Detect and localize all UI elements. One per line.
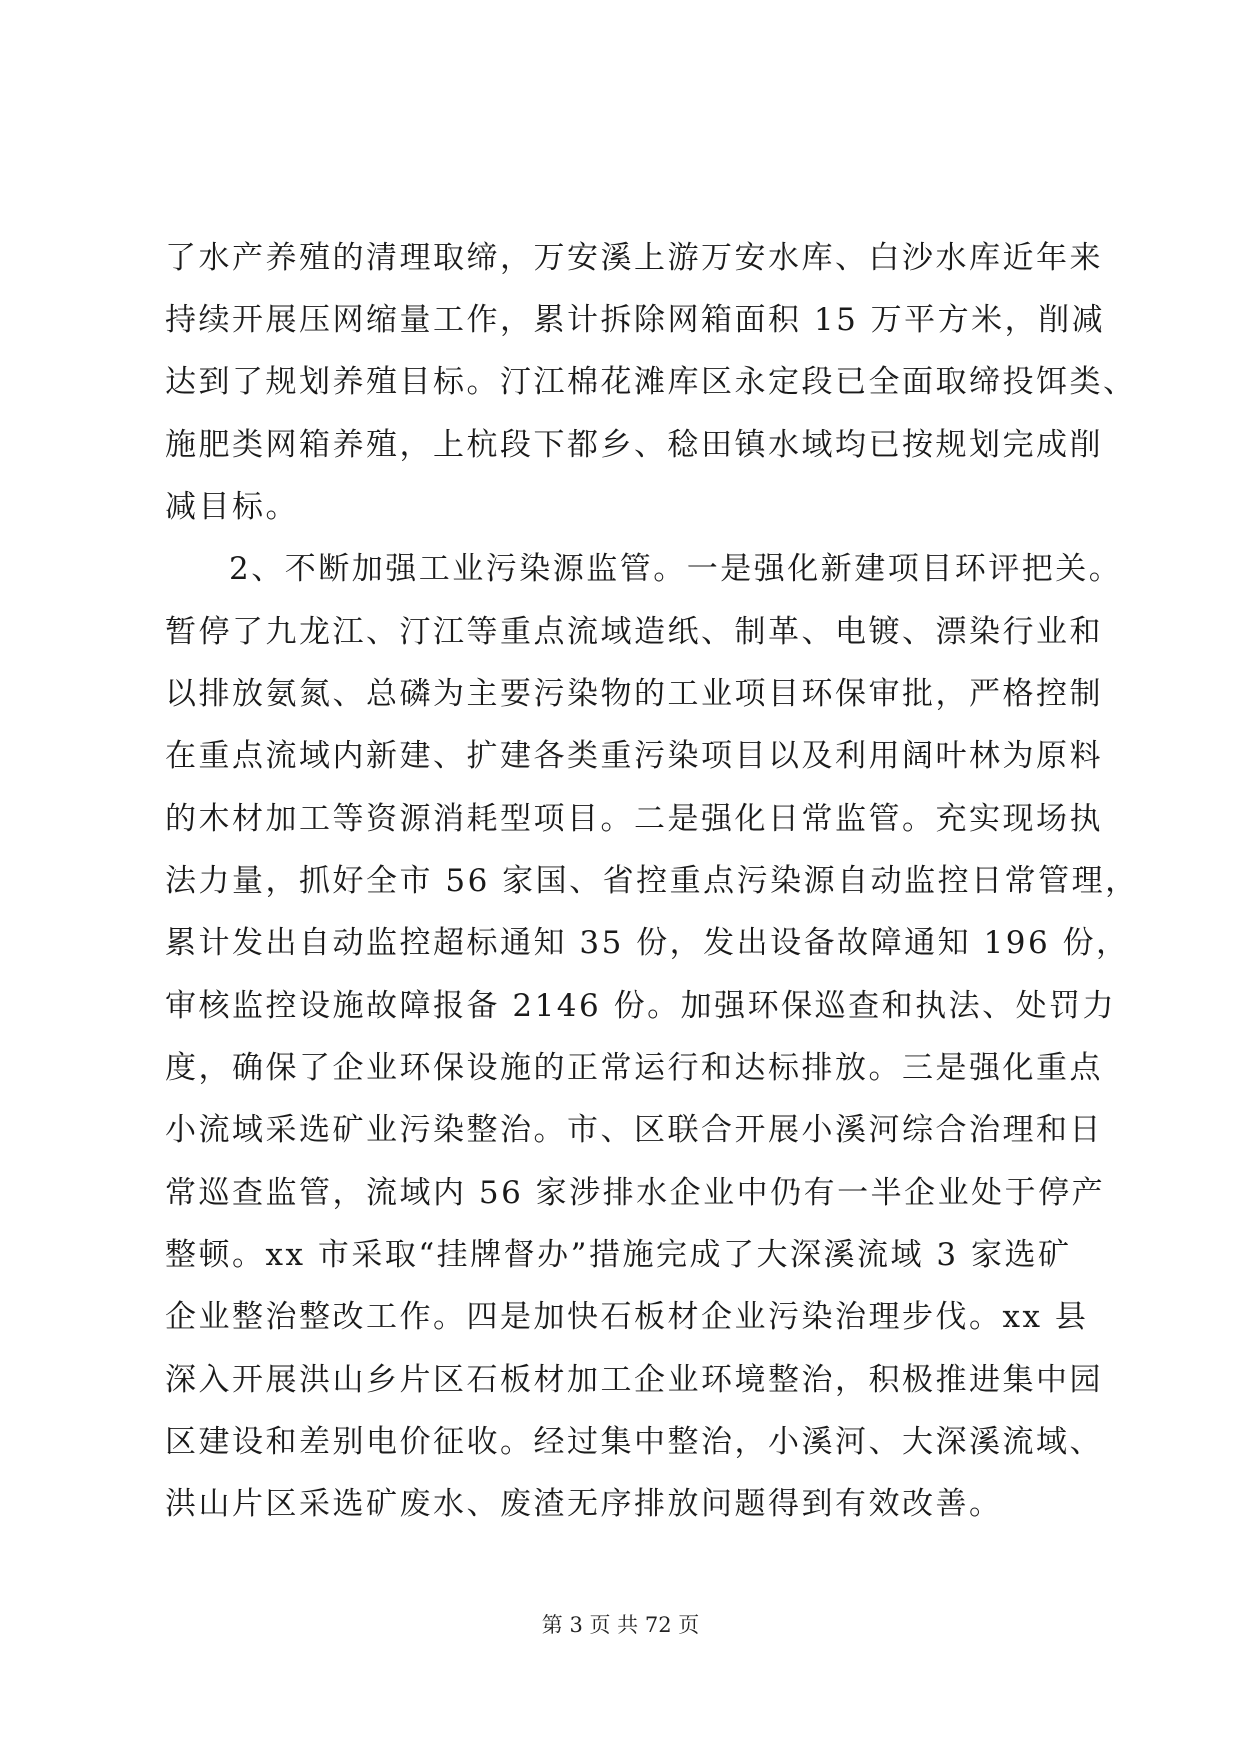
text-line: 度，确保了企业环保设施的正常运行和达标排放。三是强化重点 xyxy=(165,1050,1103,1086)
text-line: 洪山片区采选矿废水、废渣无序排放问题得到有效改善。 xyxy=(165,1486,1003,1522)
text-line: 深入开展洪山乡片区石板材加工企业环境整治，积极推进集中园 xyxy=(165,1362,1103,1398)
text-line: 累计发出自动监控超标通知 35 份，发出设备故障通知 196 份， xyxy=(165,925,1130,961)
text-line: 的木材加工等资源消耗型项目。二是强化日常监管。充实现场执 xyxy=(165,801,1103,837)
text-line: 暂停了九龙江、汀江等重点流域造纸、制革、电镀、漂染行业和 xyxy=(165,614,1103,650)
text-line: 法力量，抓好全市 56 家国、省控重点污染源自动监控日常管理， xyxy=(165,863,1139,899)
text-line: 区建设和差别电价征收。经过集中整治，小溪河、大深溪流域、 xyxy=(165,1424,1103,1460)
text-line: 达到了规划养殖目标。汀江棉花滩库区永定段已全面取缔投饵类、 xyxy=(165,364,1137,400)
text-line: 持续开展压网缩量工作，累计拆除网箱面积 15 万平方米，削减 xyxy=(165,302,1106,338)
paragraph-first-line: 2、不断加强工业污染源监管。一是强化新建项目环评把关。 xyxy=(229,551,1123,587)
text-line: 减目标。 xyxy=(165,489,299,525)
text-line: 施肥类网箱养殖，上杭段下都乡、稔田镇水域均已按规划完成削 xyxy=(165,427,1103,463)
text-line: 整顿。xx 市采取“挂牌督办”措施完成了大深溪流域 3 家选矿 xyxy=(165,1237,1072,1273)
text-line: 了水产养殖的清理取缔，万安溪上游万安水库、白沙水库近年来 xyxy=(165,240,1103,276)
text-line: 常巡查监管，流域内 56 家涉排水企业中仍有一半企业处于停产 xyxy=(165,1175,1106,1211)
page-footer: 第 3 页 共 72 页 xyxy=(541,1613,700,1637)
text-line: 以排放氨氮、总磷为主要污染物的工业项目环保审批，严格控制 xyxy=(165,676,1103,712)
text-line: 企业整治整改工作。四是加快石板材企业污染治理步伐。xx 县 xyxy=(165,1299,1089,1335)
text-line: 审核监控设施故障报备 2146 份。加强环保巡查和执法、处罚力 xyxy=(165,988,1117,1024)
text-line: 在重点流域内新建、扩建各类重污染项目以及利用阔叶林为原料 xyxy=(165,738,1103,774)
text-line: 小流域采选矿业污染整治。市、区联合开展小溪河综合治理和日 xyxy=(165,1112,1103,1148)
